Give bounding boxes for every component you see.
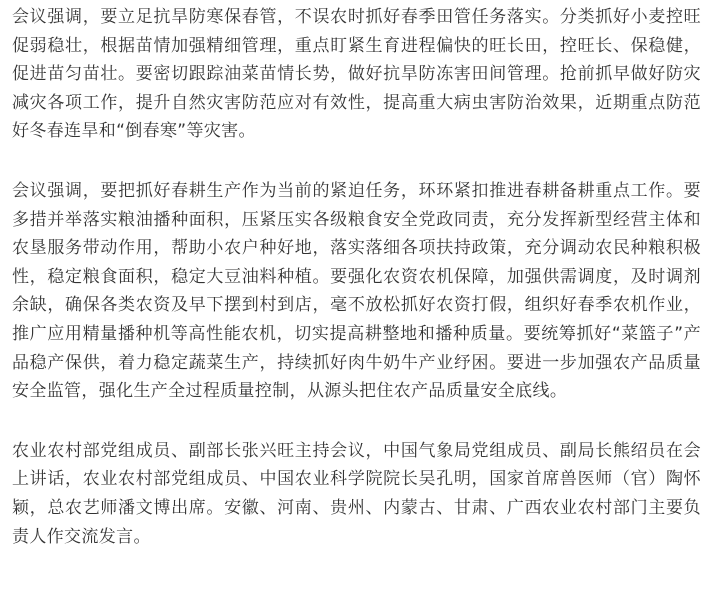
article-paragraph-2: 会议强调，要把抓好春耕生产作为当前的紧迫任务，环环紧扣推进春耕备耕重点工作。要多措并举落实粮油播种面积，压紧压实各级粮食安全党政同责，充分发挥新型经营主体和农垦服务带动作用，帮助小农户种好地，落实落细各项扶持政策，充分调动农民种粮积极性，稳定粮食面积，稳定大豆油料种植。要强化农资农机保障，加强供需调度，及时调剂余缺，确保各类农资及早下摆到村到店，毫不放松抓好农资打假，组织好春季农机作业，推广应用精量播种机等高性能农机，切实提高耕整地和播种质量。要统筹抓好“菜篮子”产品稳产保供，着力稳定蔬菜生产，持续抓好肉牛奶牛产业纾困。要进一步加强农产品质量安全监管，强化生产全过程质量控制，从源头把住农产品质量安全底线。 (12, 180, 701, 402)
article-paragraph-3: 农业农村部党组成员、副部长张兴旺主持会议，中国气象局党组成员、副局长熊绍员在会上讲话，农业农村部党组成员、中国农业科学院院长吴孔明，国家首席兽医师（官）陶怀颖，总农艺师潘文博出席。安徽、河南、贵州、内蒙古、甘肃、广西农业农村部门主要负责人作交流发言。 (12, 440, 701, 547)
article-paragraph-1: 会议强调，要立足抗旱防寒保春管，不误农时抓好春季田管任务落实。分类抓好小麦控旺促弱稳壮，根据苗情加强精细管理，重点盯紧生育进程偏快的旺长田，控旺长、保稳健，促进苗匀苗壮。要密切跟踪油菜苗情长势，做好抗旱防冻害田间管理。抢前抓早做好防灾减灾各项工作，提升自然灾害防范应对有效性，提高重大病虫害防治效果，近期重点防范好冬春连旱和“倒春寒”等灾害。 (12, 7, 701, 142)
